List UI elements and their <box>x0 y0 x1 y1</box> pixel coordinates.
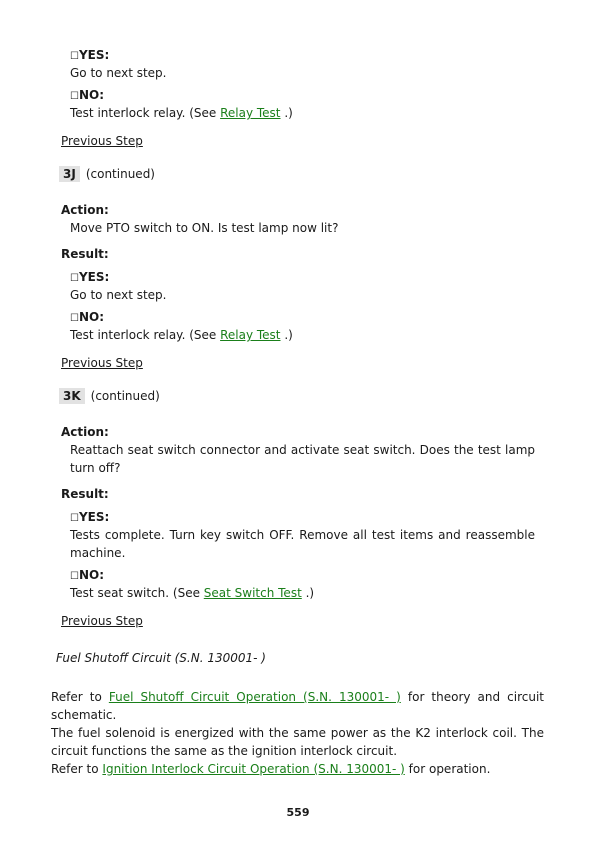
p3-before: Refer to <box>51 762 103 776</box>
no-label: NO: <box>78 88 105 102</box>
checkbox-icon: ☐ <box>70 313 79 324</box>
no-text-after: .) <box>301 586 315 600</box>
no-label: NO: <box>78 310 105 324</box>
no-text-after: .) <box>280 328 293 342</box>
no-text <box>70 584 314 602</box>
step-suffix: (continued) <box>90 389 160 403</box>
yes-label: YES: <box>78 48 110 62</box>
step-header-3j <box>59 165 155 183</box>
checkbox-icon: ☐ <box>70 51 79 62</box>
step-tag: 3K <box>59 388 85 404</box>
paragraph-ignition <box>51 760 544 778</box>
ignition-interlock-operation-link[interactable]: Ignition Interlock Circuit Operation (S.N. 130001- ) <box>102 762 405 776</box>
page-number: 559 <box>286 806 310 819</box>
step-header-3k <box>59 387 160 405</box>
no-text <box>70 326 293 344</box>
no-text-before: Test seat switch. (See <box>70 586 204 600</box>
no-text <box>70 104 293 122</box>
p3-after: for operation. <box>404 762 491 776</box>
relay-test-link[interactable]: Relay Test <box>220 106 281 120</box>
fuel-shutoff-operation-link[interactable]: Fuel Shutoff Circuit Operation (S.N. 130001- ) <box>108 690 401 704</box>
relay-test-link[interactable]: Relay Test <box>220 328 281 342</box>
result-label: Result: <box>61 247 109 261</box>
no-option <box>70 308 104 328</box>
paragraph-solenoid: The fuel solenoid is energized with the same power as the K2 interlock coil. The circuit functions the same as the ignition interlock circuit. <box>51 726 544 758</box>
yes-text: Go to next step. <box>70 66 167 80</box>
paragraph-theory <box>51 688 544 724</box>
checkbox-icon: ☐ <box>70 91 79 102</box>
no-option <box>70 86 104 106</box>
yes-text: Tests complete. Turn key switch OFF. Remove all test items and reassemble machine. <box>70 528 535 560</box>
yes-option <box>70 508 109 528</box>
action-label: Action: <box>61 425 109 439</box>
no-option <box>70 566 104 586</box>
no-text-after: .) <box>280 106 293 120</box>
p1-after: for theory and circuit schematic. <box>51 690 544 722</box>
yes-label: YES: <box>78 270 110 284</box>
checkbox-icon: ☐ <box>70 571 79 582</box>
seat-switch-test-link[interactable]: Seat Switch Test <box>203 586 302 600</box>
action-text: Move PTO switch to ON. Is test lamp now lit? <box>70 221 339 235</box>
previous-step-link[interactable]: Previous Step <box>61 356 143 370</box>
step-suffix: (continued) <box>85 167 155 181</box>
action-label: Action: <box>61 203 109 217</box>
step-tag: 3J <box>59 166 80 182</box>
no-text-before: Test interlock relay. (See <box>70 328 221 342</box>
checkbox-icon: ☐ <box>70 513 79 524</box>
p1-before: Refer to <box>51 690 109 704</box>
previous-step-link[interactable]: Previous Step <box>61 614 143 628</box>
yes-option <box>70 268 109 288</box>
yes-label: YES: <box>78 510 110 524</box>
section-heading: Fuel Shutoff Circuit (S.N. 130001- ) <box>56 651 266 665</box>
checkbox-icon: ☐ <box>70 273 79 284</box>
result-label: Result: <box>61 487 109 501</box>
previous-step-link[interactable]: Previous Step <box>61 134 143 148</box>
yes-text: Go to next step. <box>70 288 167 302</box>
action-text: Reattach seat switch connector and activate seat switch. Does the test lamp turn off? <box>70 443 535 475</box>
no-label: NO: <box>78 568 105 582</box>
no-text-before: Test interlock relay. (See <box>70 106 221 120</box>
yes-option <box>70 46 109 66</box>
